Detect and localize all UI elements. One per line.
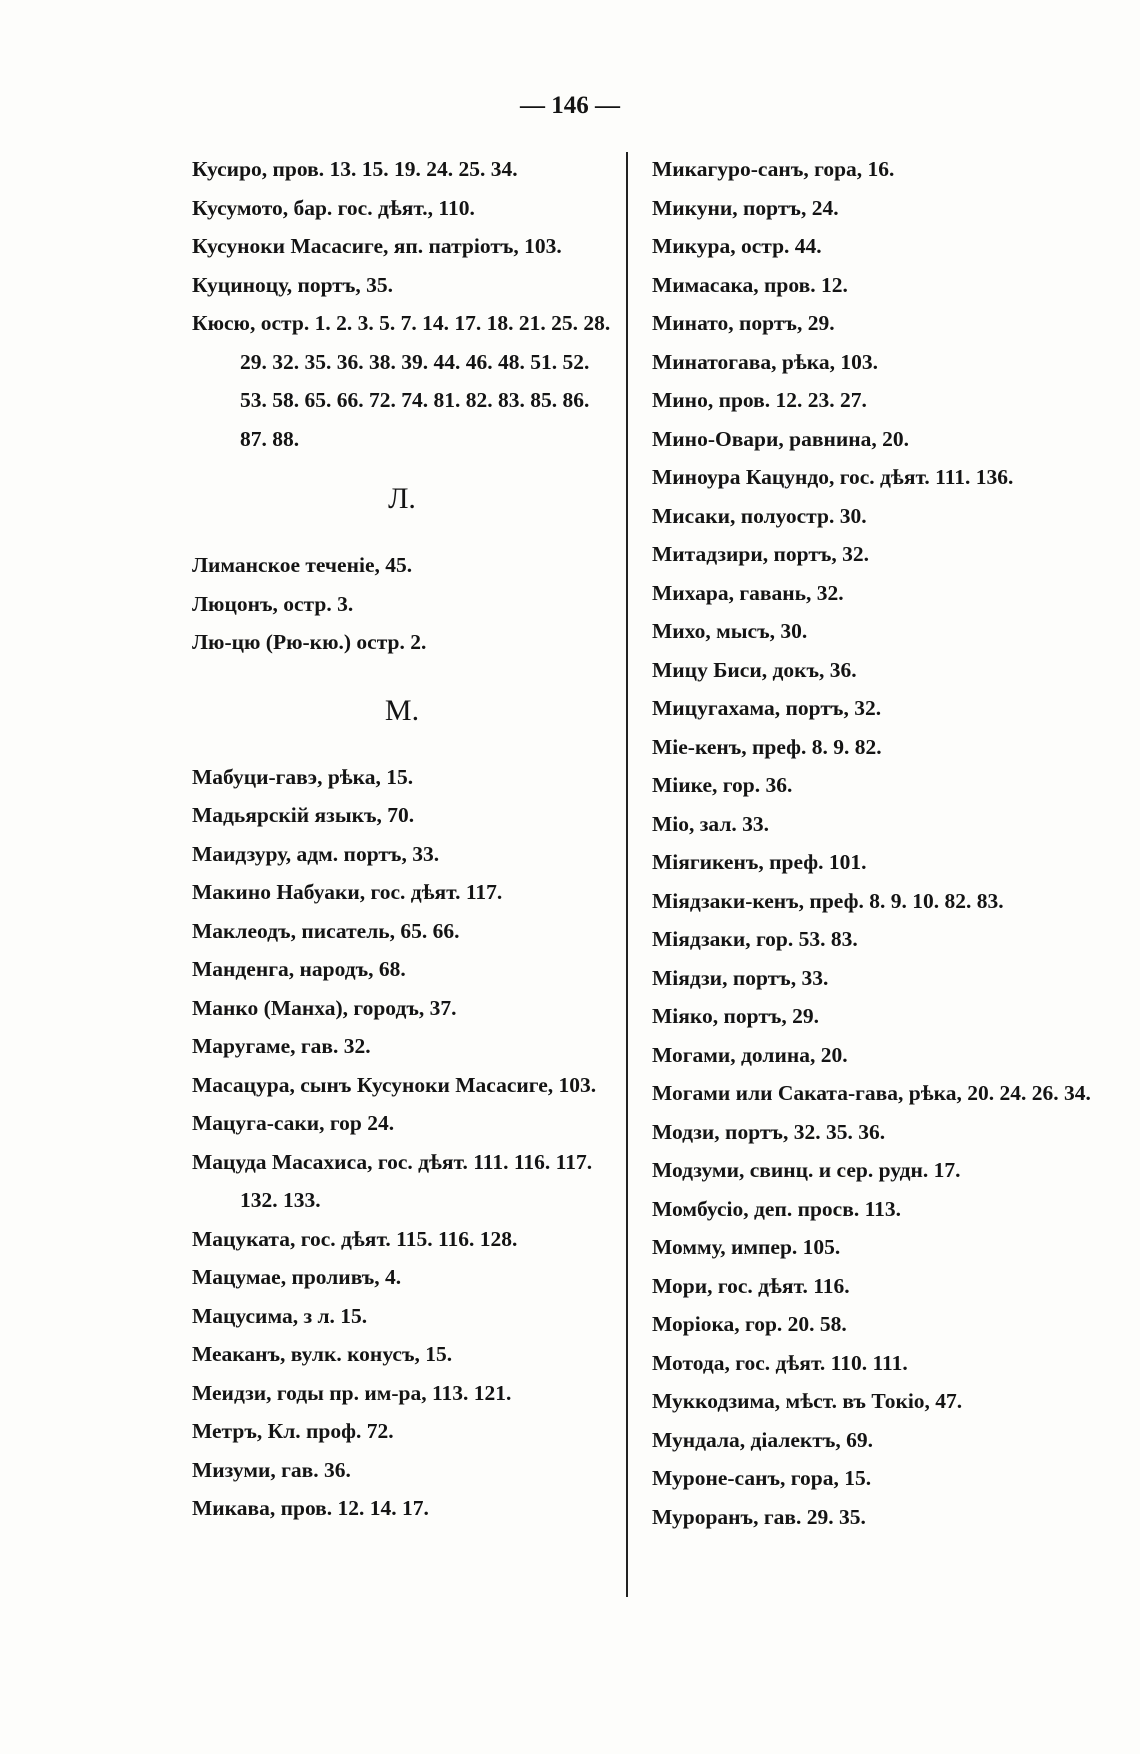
index-entry: Міяко, портъ, 29. [652, 1004, 820, 1028]
index-entry: Минатогава, рѣка, 103. [652, 349, 878, 374]
index-entry: Маклеодъ, писатель, 65. 66. [192, 918, 460, 943]
index-entry: Метръ, Кл. проф. 72. [192, 1419, 394, 1443]
index-entry: Манко (Манха), городъ, 37. [192, 995, 457, 1020]
index-entry: Мизуми, гав. 36. [192, 1457, 351, 1482]
index-entry: Мундала, діалектъ, 69. [652, 1427, 874, 1452]
index-entry: Момму, импер. 105. [652, 1235, 841, 1259]
index-entry: Микагуро-санъ, гора, 16. [652, 157, 895, 181]
index-entry: Меаканъ, вулк. конусъ, 15. [192, 1342, 453, 1366]
index-entry: Міягикенъ, преф. 101. [652, 850, 867, 874]
index-entry: Момбусіо, деп. просв. 113. [652, 1196, 902, 1221]
index-entry: Мино-Овари, равнина, 20. [652, 426, 910, 451]
index-entry: Микура, остр. 44. [652, 234, 822, 258]
index-entry: Лиманское теченіе, 45. [192, 553, 413, 577]
index-entry: Манденга, народъ, 68. [192, 957, 406, 981]
index-entry: Мацуга-саки, гор 24. [192, 1111, 395, 1135]
index-entry: Мино, пров. 12. 23. 27. [652, 388, 867, 412]
index-entry: Мабуци-гавэ, рѣка, 15. [192, 764, 414, 789]
index-entry: Михо, мысъ, 30. [652, 619, 808, 643]
index-entry: Міике, гор. 36. [652, 773, 793, 797]
section-m-entries [192, 758, 612, 1528]
index-entry: Кусумото, бар. гос. дѣят., 110. [192, 195, 475, 220]
index-entry: Муроне-санъ, гора, 15. [652, 1466, 872, 1490]
index-entry: Мацуда Масахиса, гос. дѣят. 111. 116. 117. 132. 133. [192, 1149, 593, 1212]
index-entry: Митадзири, портъ, 32. [652, 542, 870, 566]
index-entry: Мацусима, з л. 15. [192, 1303, 368, 1328]
index-entry: Лю-цю (Рю-кю.) остр. 2. [192, 630, 427, 654]
index-entry: Мадьярскій языкъ, 70. [192, 803, 415, 827]
index-entry: Мотода, гос. дѣят. 110. 111. [652, 1350, 908, 1375]
index-entry: Маругаме, гав. 32. [192, 1034, 371, 1058]
section-heading-m: М. [384, 693, 420, 727]
index-entry: Міядзи, портъ, 33. [652, 965, 829, 990]
index-entry: Модзуми, свинц. и сер. рудн. 17. [652, 1158, 961, 1182]
index-entry: Миноура Кацундо, гос. дѣят. 111. 136. [652, 465, 1014, 489]
index-entry: Мацуката, гос. дѣят. 115. 116. 128. [192, 1226, 518, 1251]
section-heading-l: Л. [388, 482, 416, 515]
index-entry: Маидзуру, адм. портъ, 33. [192, 841, 440, 866]
index-entry: Кусиро, пров. 13. 15. 19. 24. 25. 34. [192, 157, 518, 181]
column-divider [626, 152, 628, 1597]
index-entry: Мицу Биси, докъ, 36. [652, 657, 857, 682]
index-entry: Минато, портъ, 29. [652, 311, 835, 335]
index-entry: Міядзаки, гор. 53. 83. [652, 927, 858, 951]
index-entry: Могами, долина, 20. [652, 1042, 848, 1067]
index-entry: Міе-кенъ, преф. 8. 9. 82. [652, 734, 882, 759]
index-entry: Мимасака, пров. 12. [652, 272, 848, 297]
index-entry: Мицугахама, портъ, 32. [652, 696, 882, 720]
index-entry: Кюсю, остр. 1. 2. 3. 5. 7. 14. 17. 18. 21. 25. 28. 29. 32. 35. 36. 38. 39. 44. 46. 48. 51. 52. 53. 58. 65. 66. 72. 74. 81. 82. 83. 85. 86. 87. 88. [192, 311, 611, 451]
index-entry: Микава, пров. 12. 14. 17. [192, 1496, 429, 1520]
index-entry: Мори, гос. дѣят. 116. [652, 1273, 850, 1298]
section-k-entries [192, 150, 612, 458]
section-l-entries [192, 546, 612, 662]
index-entry: Муроранъ, гав. 29. 35. [652, 1504, 866, 1529]
index-entry: Мисаки, полуостр. 30. [652, 503, 867, 528]
index-entry: Моріока, гор. 20. 58. [652, 1312, 847, 1336]
index-entry: Люцонъ, остр. 3. [192, 591, 354, 616]
index-entry: Микуни, портъ, 24. [652, 195, 839, 220]
index-entry: Міо, зал. 33. [652, 811, 770, 836]
index-entry: Михара, гавань, 32. [652, 580, 844, 605]
index-entry: Кусуноки Масасиге, яп. патріотъ, 103. [192, 234, 562, 258]
index-entry: Модзи, портъ, 32. 35. 36. [652, 1119, 886, 1144]
index-entry: Муккодзима, мѣст. въ Токіо, 47. [652, 1389, 963, 1413]
index-entry: Масацура, сынъ Кусуноки Масасиге, 103. [192, 1072, 597, 1097]
page-number: — 146 — [520, 92, 620, 119]
right-column [652, 150, 1092, 1536]
left-column [192, 150, 612, 1528]
index-entry: Макино Набуаки, гос. дѣят. 117. [192, 880, 503, 904]
index-entry: Міядзаки-кенъ, преф. 8. 9. 10. 82. 83. [652, 888, 1004, 913]
index-entry: Мацумае, проливъ, 4. [192, 1265, 402, 1289]
index-entry: Могами или Саката-гава, рѣка, 20. 24. 26. 34. [652, 1081, 1091, 1105]
index-entry: Меидзи, годы пр. им-ра, 113. 121. [192, 1380, 512, 1405]
index-entry: Куциноцу, портъ, 35. [192, 272, 393, 297]
